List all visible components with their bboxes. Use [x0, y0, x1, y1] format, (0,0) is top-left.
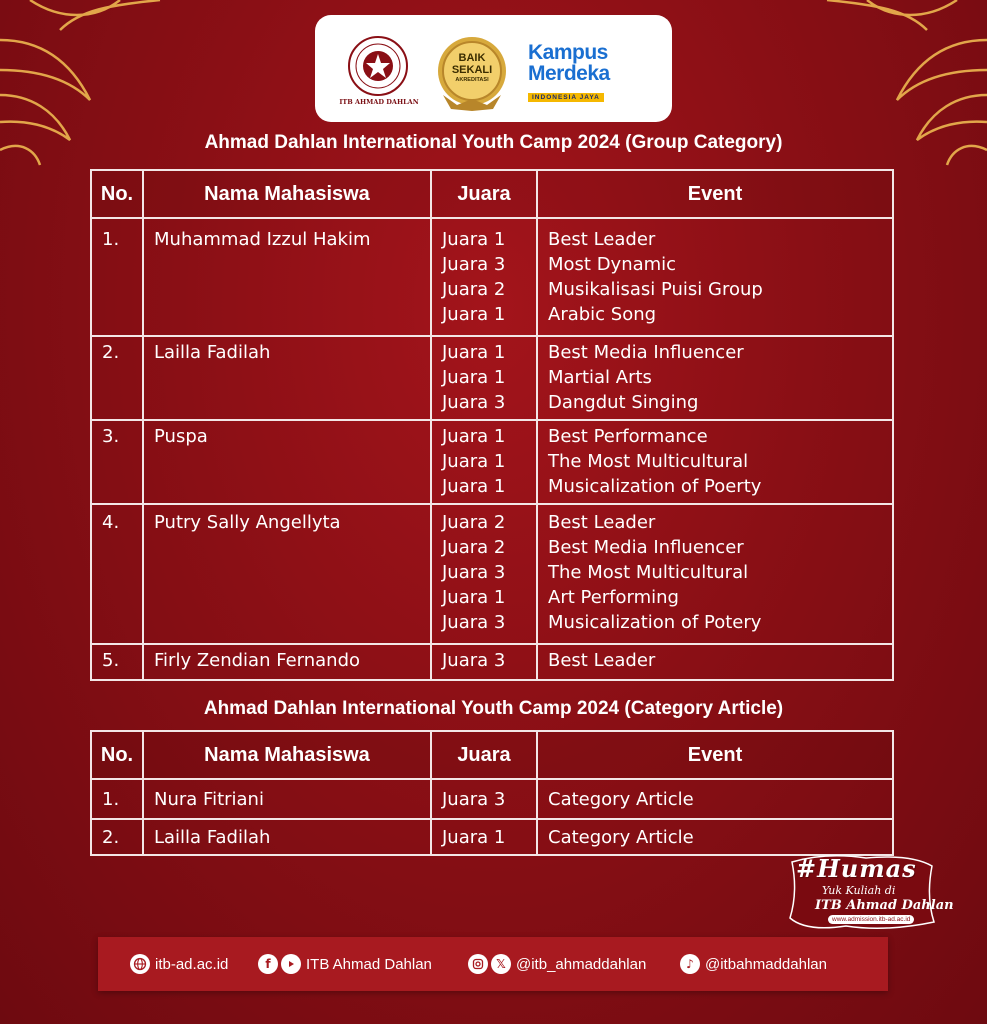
group-category-table [90, 169, 894, 681]
humas-line2: ITB Ahmad Dahlan [815, 898, 954, 913]
x-twitter-icon: 𝕏 [491, 954, 511, 974]
footer-website-text: itb-ad.ac.id [155, 955, 229, 973]
footer-instagram-x[interactable] [468, 937, 646, 991]
student-name: Lailla Fadilah [143, 819, 431, 855]
header-no: No. [91, 170, 143, 218]
row-number: 3. [91, 420, 143, 504]
table-row [91, 420, 893, 504]
event-name: Category Article [548, 789, 694, 810]
footer-website[interactable] [130, 937, 228, 991]
event-name: Dangdut Singing [548, 392, 699, 413]
juara-rank: Juara 1 [442, 367, 506, 388]
humas-url: www.admission.itb-ad.ac.id [828, 915, 914, 924]
event-name: Arabic Song [548, 304, 657, 325]
header-name: Nama Mahasiswa [143, 731, 431, 779]
juara-rank: Juara 1 [442, 342, 506, 363]
seal-caption: ITB AHMAD DAHLAN [339, 98, 419, 106]
table-row [91, 336, 893, 420]
row-number: 1. [91, 218, 143, 336]
footer-facebook-youtube-text: ITB Ahmad Dahlan [306, 955, 432, 973]
event-name: The Most Multicultural [548, 451, 749, 472]
logo-card [315, 15, 672, 122]
event-name: Best Media Influencer [548, 537, 744, 558]
footer-facebook-youtube[interactable] [258, 937, 432, 991]
juara-rank: Juara 1 [442, 426, 506, 447]
event-cell [537, 644, 893, 680]
kampus-merdeka-logo: Kampus Merdeka INDONESIA JAYA [528, 41, 610, 101]
table-row [91, 218, 893, 336]
footer-tiktok-text: @itbahmaddahlan [705, 955, 827, 973]
juara-rank: Juara 1 [442, 476, 506, 497]
juara-rank: Juara 3 [442, 254, 506, 275]
event-cell [537, 218, 893, 336]
facebook-icon: f [258, 954, 278, 974]
row-number: 2. [91, 819, 143, 855]
juara-rank: Juara 3 [442, 392, 506, 413]
footer-instagram-x-text: @itb_ahmaddahlan [516, 955, 647, 973]
article-category-table [90, 730, 894, 856]
header-name: Nama Mahasiswa [143, 170, 431, 218]
juara-rank: Juara 2 [442, 512, 506, 533]
youtube-icon [281, 954, 301, 974]
event-name: Martial Arts [548, 367, 652, 388]
event-name: Category Article [548, 827, 694, 848]
accreditation-badge-text: BAIK SEKALI AKREDITASI [451, 52, 493, 84]
juara-rank: Juara 3 [442, 562, 506, 583]
student-name: Lailla Fadilah [143, 336, 431, 420]
event-cell [537, 420, 893, 504]
juara-rank: Juara 1 [442, 229, 506, 250]
footer-bar [98, 937, 888, 991]
event-cell [537, 336, 893, 420]
event-cell [537, 819, 893, 855]
student-name: Muhammad Izzul Hakim [143, 218, 431, 336]
student-name: Nura Fitriani [143, 779, 431, 819]
event-name: Best Leader [548, 229, 656, 250]
footer-tiktok[interactable] [680, 937, 827, 991]
event-name: Musicalization of Potery [548, 612, 762, 633]
juara-cell [431, 504, 537, 644]
event-name: Best Performance [548, 426, 708, 447]
table-row [91, 504, 893, 644]
header-event: Event [537, 731, 893, 779]
juara-cell [431, 218, 537, 336]
event-name: Best Leader [548, 512, 656, 533]
event-cell [537, 779, 893, 819]
globe-icon [130, 954, 150, 974]
header-event: Event [537, 170, 893, 218]
table-row [91, 819, 893, 855]
juara-rank: Juara 3 [442, 650, 506, 671]
row-number: 5. [91, 644, 143, 680]
juara-rank: Juara 1 [442, 451, 506, 472]
itb-ahmad-dahlan-seal-logo [347, 35, 409, 97]
row-number: 1. [91, 779, 143, 819]
student-name: Puspa [143, 420, 431, 504]
group-category-title: Ahmad Dahlan International Youth Camp 2024 (Group Category) [204, 132, 783, 153]
header-no: No. [91, 731, 143, 779]
event-name: Musicalization of Poerty [548, 476, 762, 497]
student-name: Firly Zendian Fernando [143, 644, 431, 680]
juara-rank: Juara 2 [442, 537, 506, 558]
juara-cell [431, 779, 537, 819]
juara-rank: Juara 3 [442, 789, 506, 810]
juara-rank: Juara 1 [442, 827, 506, 848]
table-row [91, 779, 893, 819]
humas-line1: Yuk Kuliah di [822, 884, 896, 897]
event-name: Best Media Influencer [548, 342, 744, 363]
event-name: Art Performing [548, 587, 679, 608]
juara-rank: Juara 2 [442, 279, 506, 300]
event-name: Musikalisasi Puisi Group [548, 279, 763, 300]
header-juara: Juara [431, 170, 537, 218]
table-row [91, 644, 893, 680]
event-name: The Most Multicultural [548, 562, 749, 583]
juara-rank: Juara 3 [442, 612, 506, 633]
row-number: 4. [91, 504, 143, 644]
juara-cell [431, 420, 537, 504]
instagram-icon [468, 954, 488, 974]
juara-cell [431, 644, 537, 680]
student-name: Putry Sally Angellyta [143, 504, 431, 644]
juara-cell [431, 819, 537, 855]
header-juara: Juara [431, 731, 537, 779]
juara-cell [431, 336, 537, 420]
tiktok-icon: ♪ [680, 954, 700, 974]
humas-tag: #Humas [796, 854, 917, 883]
event-name: Most Dynamic [548, 254, 677, 275]
event-cell [537, 504, 893, 644]
juara-rank: Juara 1 [442, 304, 506, 325]
article-category-title: Ahmad Dahlan International Youth Camp 2024 (Category Article) [203, 698, 784, 719]
event-name: Best Leader [548, 650, 656, 671]
row-number: 2. [91, 336, 143, 420]
juara-rank: Juara 1 [442, 587, 506, 608]
